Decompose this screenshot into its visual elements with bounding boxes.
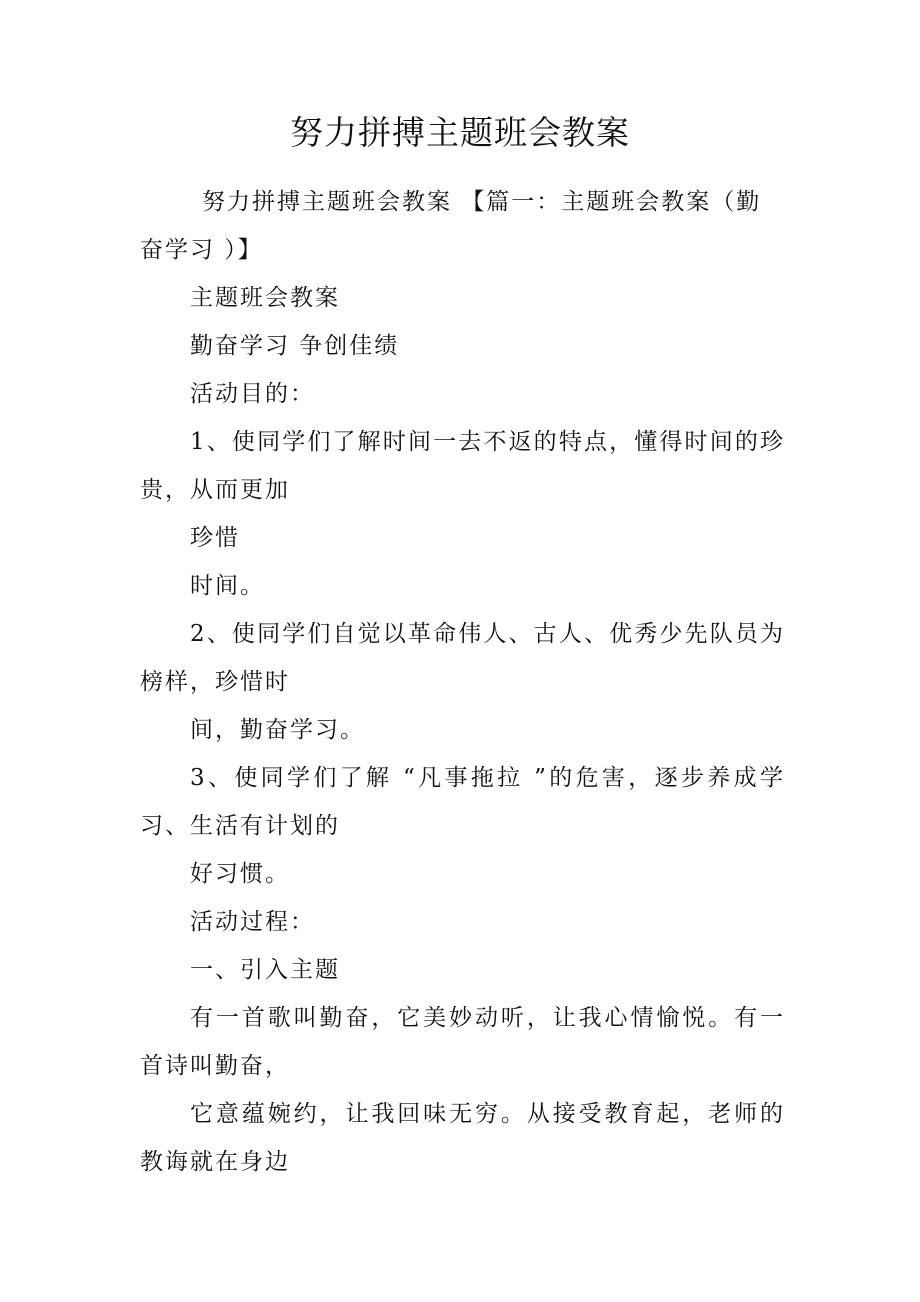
paragraph-goal-1: 1、使同学们了解时间一去不返的特点，懂得时间的珍贵，从而更加 [140,429,785,503]
paragraph-goal-2: 2、使同学们自觉以革命伟人、古人、优秀少先队员为榜样，珍惜时 [140,621,785,695]
document-title: 努力拼搏主题班会教案 [290,113,630,152]
document-body [140,178,785,1186]
paragraph-goal-3-cont: 好习惯。 [190,861,290,887]
paragraph-heading-plan: 主题班会教案 [190,285,340,311]
paragraph-process-heading: 活动过程： [190,909,315,935]
paragraph-song: 有一首歌叫勤奋，它美妙动听，让我心情愉悦。有一首诗叫勤奋， [140,1005,785,1079]
paragraph-goal-1-cont-b: 时间。 [190,573,265,599]
paragraph-goal-3: 3、使同学们了解 “凡事拖拉 ”的危害，逐步养成学习、生活有计划的 [140,765,785,839]
paragraph-theme: 勤奋学习 争创佳绩 [190,333,400,359]
paragraph-poem: 它意蕴婉约，让我回味无穷。从接受教育起，老师的教诲就在身边 [140,1101,785,1175]
paragraph-section-1: 一、引入主题 [190,957,340,983]
paragraph-goals-heading: 活动目的： [190,381,315,407]
paragraph-goal-2-cont: 间，勤奋学习。 [190,717,365,743]
paragraph-goal-1-cont-a: 珍惜 [190,525,240,551]
paragraph-intro: 努力拼搏主题班会教案 【篇一：主题班会教案（勤奋学习 ）】 [140,189,762,263]
